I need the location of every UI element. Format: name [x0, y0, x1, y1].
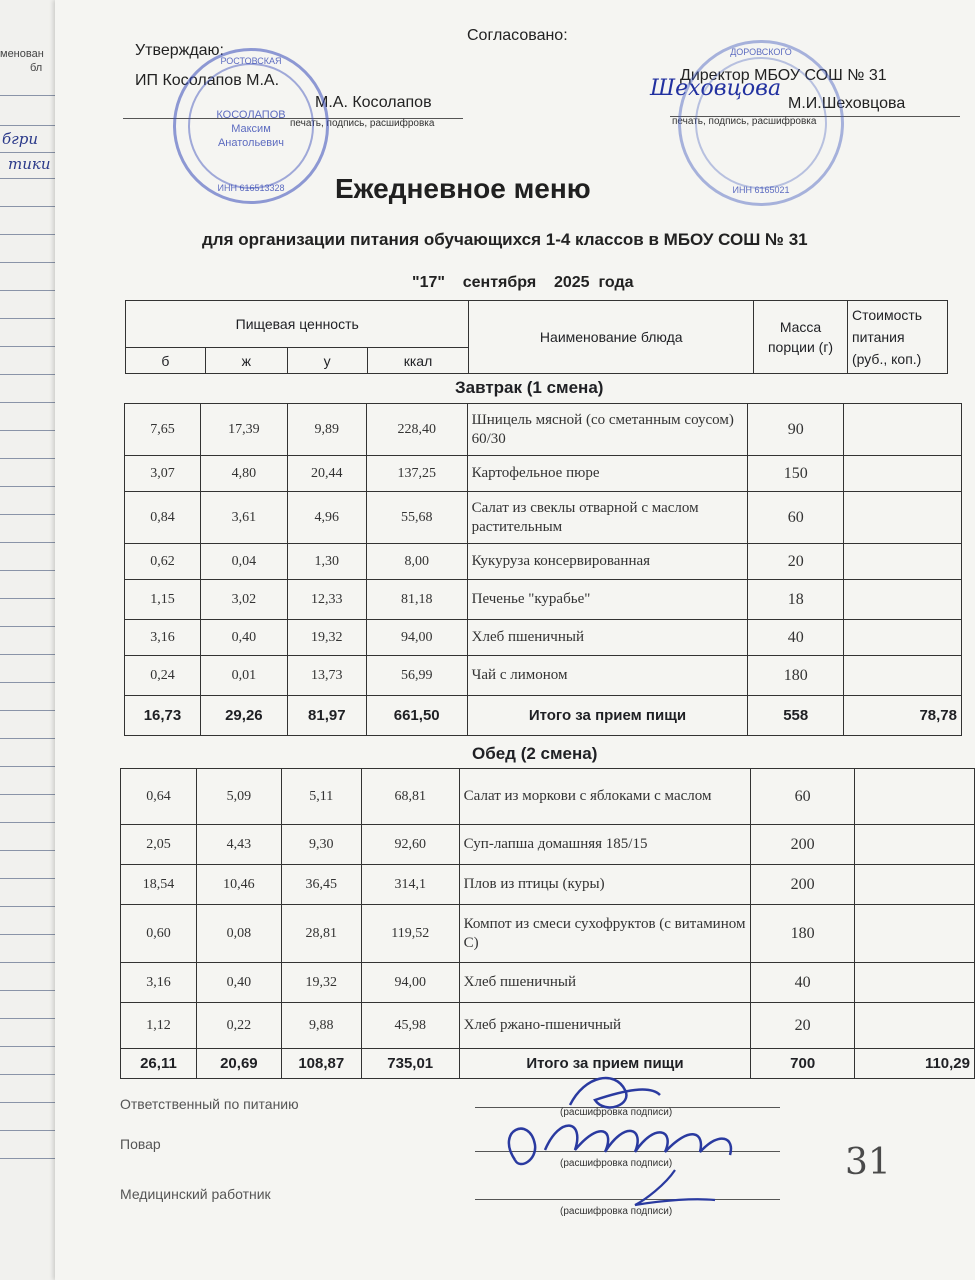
cell-zh: 5,09 [196, 769, 281, 825]
cell-kcal: 94,00 [361, 963, 459, 1003]
stamp-ring-text: ИНН 6165021 [732, 185, 790, 195]
cell-b: 0,64 [121, 769, 197, 825]
cell-kcal: 92,60 [361, 825, 459, 865]
cell-mass: 200 [751, 865, 855, 905]
table-row [121, 825, 975, 865]
seal-stamp-right [678, 40, 844, 206]
date-year: 2025 [553, 274, 590, 291]
cell-mass: 60 [748, 492, 844, 544]
menu-date [412, 274, 634, 292]
total-zh: 20,69 [196, 1049, 281, 1079]
cell-mass: 150 [748, 456, 844, 492]
cell-u: 4,96 [287, 492, 366, 544]
cell-dish: Чай с лимоном [467, 656, 748, 696]
cell-cost [844, 656, 962, 696]
dish-header: Наименование блюда [469, 301, 754, 374]
cell-cost [855, 1003, 975, 1049]
responsible-label: Ответственный по питанию [120, 1096, 299, 1112]
table-row [121, 1003, 975, 1049]
cell-mass: 40 [751, 963, 855, 1003]
agreed-caption: печать, подпись, расшифровка [672, 116, 817, 127]
cell-zh: 0,08 [196, 905, 281, 963]
total-b: 26,11 [121, 1049, 197, 1079]
cell-kcal: 228,40 [366, 404, 467, 456]
cell-b: 1,12 [121, 1003, 197, 1049]
col-header-b: б [126, 348, 206, 374]
underlying-sheet-text: менован [0, 48, 44, 60]
col-header-kcal: ккал [367, 348, 469, 374]
cell-kcal: 81,18 [366, 580, 467, 620]
total-cost: 110,29 [855, 1049, 975, 1079]
cell-dish: Салат из моркови с яблоками с маслом [459, 769, 751, 825]
signature-caption: (расшифровка подписи) [560, 1158, 673, 1169]
table-row [121, 769, 975, 825]
cell-mass: 18 [748, 580, 844, 620]
cell-mass: 60 [751, 769, 855, 825]
cell-cost [855, 865, 975, 905]
col-header-u: у [287, 348, 367, 374]
table-row [121, 865, 975, 905]
total-mass: 558 [748, 696, 844, 736]
total-b: 16,73 [125, 696, 201, 736]
table-row [125, 620, 962, 656]
table-row [121, 963, 975, 1003]
cell-u: 1,30 [287, 544, 366, 580]
stamp-text-line2: Максим [231, 123, 271, 135]
total-u: 108,87 [281, 1049, 361, 1079]
total-u: 81,97 [287, 696, 366, 736]
date-month: сентября [462, 274, 537, 291]
cell-zh: 0,04 [200, 544, 287, 580]
cell-dish: Кукуруза консервированная [467, 544, 748, 580]
cell-dish: Хлеб пшеничный [459, 963, 751, 1003]
cell-b: 7,65 [125, 404, 201, 456]
cell-b: 18,54 [121, 865, 197, 905]
nutrition-header: Пищевая ценность [126, 301, 469, 348]
cell-zh: 10,46 [196, 865, 281, 905]
underlying-sheet-text: бл [30, 62, 43, 74]
cell-cost [844, 580, 962, 620]
cell-kcal: 56,99 [366, 656, 467, 696]
cell-zh: 0,40 [200, 620, 287, 656]
cell-kcal: 45,98 [361, 1003, 459, 1049]
total-mass: 700 [751, 1049, 855, 1079]
cell-mass: 180 [748, 656, 844, 696]
mass-header: Масса порции (г) [754, 301, 848, 374]
cell-dish: Шницель мясной (со сметанным соусом) 60/30 [467, 404, 748, 456]
underlying-sheet-handwriting: бгри [2, 130, 38, 148]
cell-u: 5,11 [281, 769, 361, 825]
agreed-position: Директор МБОУ СОШ № 31 [680, 67, 887, 84]
cell-zh: 0,40 [196, 963, 281, 1003]
breakfast-title: Завтрак (1 смена) [455, 378, 604, 397]
underlying-sheet-handwriting: тики [8, 155, 51, 173]
cost-header: Стоимость питания (руб., коп.) [847, 301, 947, 374]
approve-label: Утверждаю: [135, 42, 224, 59]
approve-name: М.А. Косолапов [315, 94, 432, 111]
table-row [125, 492, 962, 544]
cell-u: 36,45 [281, 865, 361, 905]
cell-dish: Суп-лапша домашняя 185/15 [459, 825, 751, 865]
stamp-ring-text: РОСТОВСКАЯ [220, 56, 282, 66]
cell-cost [844, 492, 962, 544]
cell-u: 28,81 [281, 905, 361, 963]
cell-dish: Картофельное пюре [467, 456, 748, 492]
table-row [125, 580, 962, 620]
table-row [125, 456, 962, 492]
cell-u: 12,33 [287, 580, 366, 620]
menu-table-header [125, 300, 948, 374]
cell-b: 0,60 [121, 905, 197, 963]
cell-u: 19,32 [281, 963, 361, 1003]
cell-zh: 3,61 [200, 492, 287, 544]
cell-kcal: 68,81 [361, 769, 459, 825]
medic-label: Медицинский работник [120, 1186, 271, 1202]
stamp-text-line1: КОСОЛАПОВ [216, 109, 286, 121]
total-kcal: 661,50 [366, 696, 467, 736]
cell-dish: Компот из смеси сухофруктов (с витамином С) [459, 905, 751, 963]
table-row [125, 404, 962, 456]
total-row [125, 696, 962, 736]
cell-cost [844, 620, 962, 656]
total-kcal: 735,01 [361, 1049, 459, 1079]
table-row [125, 544, 962, 580]
page-title: Ежедневное меню [335, 173, 591, 204]
cell-mass: 20 [748, 544, 844, 580]
signature-caption: (расшифровка подписи) [560, 1107, 673, 1118]
cell-dish: Салат из свеклы отварной с маслом растительным [467, 492, 748, 544]
cell-cost [855, 963, 975, 1003]
cell-u: 13,73 [287, 656, 366, 696]
date-day: "17" [412, 274, 445, 291]
cell-mass: 90 [748, 404, 844, 456]
cell-mass: 200 [751, 825, 855, 865]
stamp-ring-text: ДОРОВСКОГО [730, 47, 792, 57]
agreed-signature: Шеховцова [650, 76, 782, 101]
cell-kcal: 8,00 [366, 544, 467, 580]
cell-zh: 0,01 [200, 656, 287, 696]
page-subtitle: для организации питания обучающихся 1-4 классов в МБОУ СОШ № 31 [202, 230, 808, 249]
lunch-table [120, 768, 975, 1079]
cell-zh: 17,39 [200, 404, 287, 456]
cell-dish: Хлеб ржано-пшеничный [459, 1003, 751, 1049]
cell-dish: Печенье "курабье" [467, 580, 748, 620]
breakfast-table [124, 403, 962, 736]
approve-caption: печать, подпись, расшифровка [290, 118, 435, 129]
stamp-ring-text: ИНН 616513328 [217, 183, 285, 193]
cell-u: 19,32 [287, 620, 366, 656]
cell-u: 9,88 [281, 1003, 361, 1049]
cell-cost [855, 825, 975, 865]
stamp-text-line3: Анатольевич [217, 137, 285, 149]
date-suffix: года [598, 274, 634, 291]
cell-b: 3,16 [121, 963, 197, 1003]
cell-kcal: 55,68 [366, 492, 467, 544]
table-row [125, 656, 962, 696]
cell-b: 1,15 [125, 580, 201, 620]
col-header-zh: ж [205, 348, 287, 374]
total-cost: 78,78 [844, 696, 962, 736]
cell-cost [844, 544, 962, 580]
cell-b: 0,84 [125, 492, 201, 544]
total-zh: 29,26 [200, 696, 287, 736]
lunch-title: Обед (2 смена) [472, 744, 598, 763]
cell-zh: 4,80 [200, 456, 287, 492]
cell-mass: 40 [748, 620, 844, 656]
total-label: Итого за прием пищи [467, 696, 748, 736]
cell-kcal: 94,00 [366, 620, 467, 656]
agreed-name: М.И.Шеховцова [788, 95, 906, 112]
cell-kcal: 314,1 [361, 865, 459, 905]
agreed-label: Согласовано: [467, 27, 568, 44]
cook-label: Повар [120, 1136, 161, 1152]
cell-b: 2,05 [121, 825, 197, 865]
cell-mass: 20 [751, 1003, 855, 1049]
cell-u: 9,30 [281, 825, 361, 865]
table-row [121, 905, 975, 963]
handwritten-signatures [475, 1060, 795, 1230]
seal-stamp-left [173, 48, 329, 204]
cell-cost [844, 404, 962, 456]
menu-document [55, 0, 975, 1280]
cell-b: 3,07 [125, 456, 201, 492]
cell-mass: 180 [751, 905, 855, 963]
cell-b: 3,16 [125, 620, 201, 656]
cell-kcal: 137,25 [366, 456, 467, 492]
cell-cost [844, 456, 962, 492]
cell-zh: 3,02 [200, 580, 287, 620]
cell-cost [855, 769, 975, 825]
cell-zh: 0,22 [196, 1003, 281, 1049]
cell-u: 20,44 [287, 456, 366, 492]
cell-b: 0,24 [125, 656, 201, 696]
cell-dish: Хлеб пшеничный [467, 620, 748, 656]
approve-organization: ИП Косолапов М.А. [135, 72, 280, 89]
cell-u: 9,89 [287, 404, 366, 456]
total-label: Итого за прием пищи [459, 1049, 751, 1079]
cell-b: 0,62 [125, 544, 201, 580]
handwritten-number: 31 [845, 1142, 891, 1183]
cell-zh: 4,43 [196, 825, 281, 865]
cell-kcal: 119,52 [361, 905, 459, 963]
cell-cost [855, 905, 975, 963]
cell-dish: Плов из птицы (куры) [459, 865, 751, 905]
signature-caption: (расшифровка подписи) [560, 1206, 673, 1217]
